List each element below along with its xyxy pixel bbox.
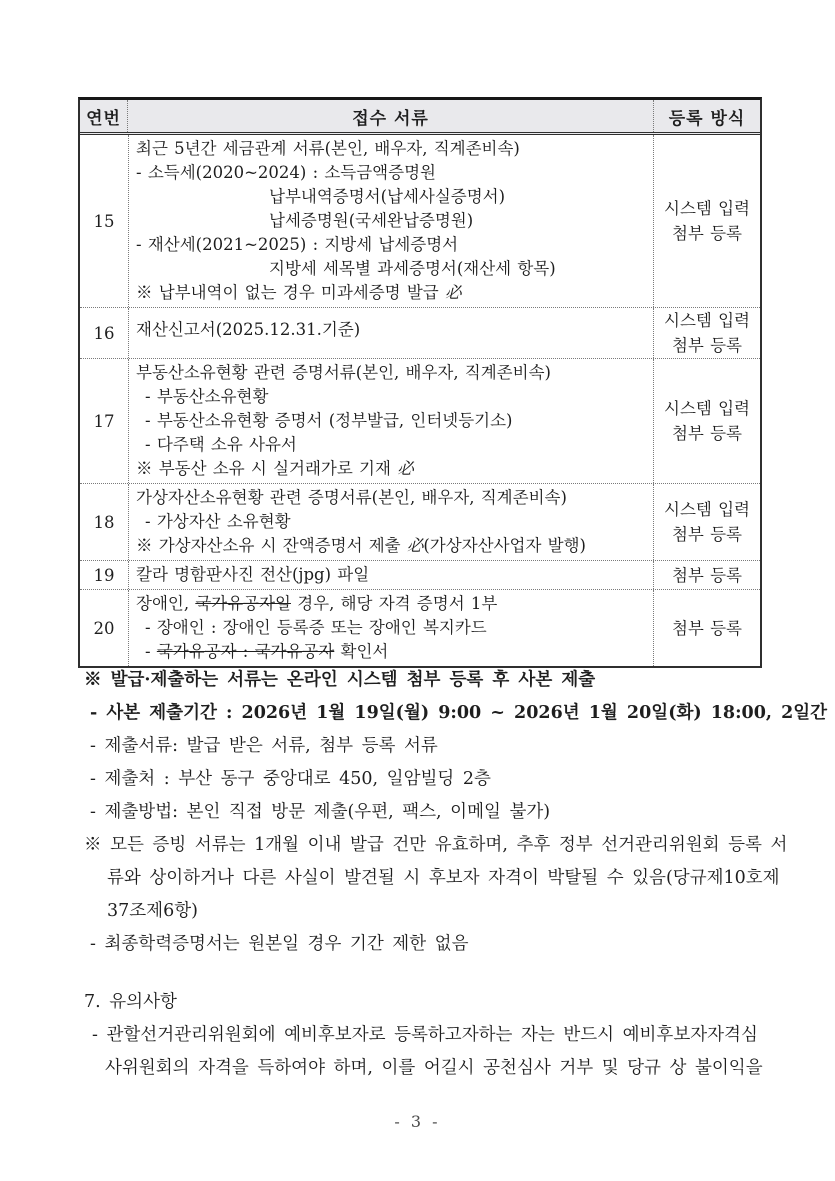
section-7-lines bbox=[84, 1019, 784, 1085]
note-line: - 최종학력증명서는 원본일 경우 기간 제한 없음 bbox=[90, 934, 469, 954]
documents-cell bbox=[129, 308, 654, 358]
doc-text: 가상자산소유현황 관련 증명서류(본인, 배우자, 직계존비속) bbox=[136, 488, 567, 507]
doc-text: - 부동산소유현황 증명서 (정부발급, 인터넷등기소) bbox=[145, 411, 513, 430]
method-line: 첨부 등록 bbox=[671, 424, 742, 443]
document-line bbox=[136, 534, 649, 558]
documents-cell bbox=[129, 561, 654, 589]
method-cell bbox=[654, 308, 760, 358]
method-cell bbox=[654, 484, 760, 560]
table-row bbox=[80, 308, 760, 359]
doc-text: ※ 가상자산소유 시 잔액증명서 제출 bbox=[136, 536, 407, 555]
document-line bbox=[136, 233, 649, 257]
hanja-mark: 必 bbox=[406, 536, 424, 555]
doc-text: - 장애인 : 장애인 등록증 또는 장애인 복지카드 bbox=[145, 618, 487, 637]
struck-text: 국가유공자 : 국가유공자 bbox=[156, 642, 335, 661]
method-cell bbox=[654, 590, 760, 666]
document-line bbox=[136, 257, 649, 281]
document-line bbox=[136, 185, 649, 209]
note-line: 류와 상이하거나 다른 사실이 발견될 시 후보자 자격이 박탈될 수 있음(당규제10호제 bbox=[107, 868, 780, 888]
document-line bbox=[136, 592, 649, 616]
table-header-row bbox=[80, 100, 760, 135]
notes-block bbox=[84, 664, 828, 961]
table-row bbox=[80, 484, 760, 561]
document-line bbox=[136, 457, 649, 481]
method-line: 첨부 등록 bbox=[671, 618, 742, 638]
method-cell bbox=[654, 561, 760, 589]
hanja-mark: 必 bbox=[445, 283, 462, 302]
note-line: - 사본 제출기간 : 2026년 1월 19일(월) 9:00 ~ 2026년 1월 20일(화) 18:00, 2일간 bbox=[90, 703, 828, 723]
row-number-cell: 18 bbox=[80, 484, 129, 560]
row-number-cell: 19 bbox=[80, 561, 129, 589]
method-line: 첨부 등록 bbox=[671, 336, 742, 355]
document-line bbox=[136, 209, 649, 233]
doc-text: 납부내역증명서(납세사실증명서) bbox=[269, 187, 506, 206]
doc-text: - 다주택 소유 사유서 bbox=[145, 435, 297, 454]
document-line bbox=[136, 161, 649, 185]
doc-text: 부동산소유현황 관련 증명서류(본인, 배우자, 직계존비속) bbox=[136, 363, 551, 382]
document-line bbox=[136, 281, 649, 305]
table-body bbox=[80, 135, 760, 666]
method-line: 첨부 등록 bbox=[671, 565, 742, 585]
row-number-cell: 20 bbox=[80, 590, 129, 666]
note-line: - 제출처 : 부산 동구 중앙대로 450, 일암빌딩 2층 bbox=[90, 769, 491, 789]
document-line bbox=[136, 433, 649, 457]
method-line: 시스템 입력 bbox=[664, 311, 750, 330]
method-cell bbox=[654, 135, 760, 307]
doc-text: - 가상자산 소유현황 bbox=[145, 512, 291, 531]
method-line: 첨부 등록 bbox=[671, 525, 742, 544]
column-header-method: 등록 방식 bbox=[668, 109, 746, 129]
documents-cell bbox=[129, 484, 654, 560]
doc-text: 납세증명원(국세완납증명원) bbox=[269, 211, 474, 230]
page-number: - 3 - bbox=[394, 1112, 441, 1131]
table-row bbox=[80, 135, 760, 308]
section-7-line: 사위원회의 자격을 득하여야 하며, 이를 어길시 공천심사 거부 및 당규 상 불이익을 bbox=[105, 1058, 763, 1078]
document-line bbox=[136, 640, 649, 664]
hanja-mark: 必 bbox=[397, 459, 414, 478]
doc-text: - 소득세(2020~2024) : 소득금액증명원 bbox=[136, 163, 436, 182]
doc-text: ※ 납부내역이 없는 경우 미과세증명 발급 bbox=[136, 283, 445, 302]
column-header-documents: 접수 서류 bbox=[128, 100, 654, 132]
doc-text: (가상자산사업자 발행) bbox=[423, 536, 586, 555]
doc-text: 경우, 해당 자격 증명서 1부 bbox=[290, 594, 498, 613]
doc-text: 확인서 bbox=[334, 642, 389, 661]
table-row bbox=[80, 359, 760, 484]
method-line: 첨부 등록 bbox=[671, 224, 742, 243]
section-7-title: 7. 유의사항 bbox=[84, 992, 177, 1012]
table-row bbox=[80, 561, 760, 590]
note-line: ※ 발급·제출하는 서류는 온라인 시스템 첨부 등록 후 사본 제출 bbox=[84, 670, 596, 690]
struck-text: 국가유공자일 bbox=[195, 594, 291, 613]
method-line: 시스템 입력 bbox=[664, 399, 750, 418]
document-line bbox=[136, 563, 649, 587]
doc-text: 지방세 세목별 과세증명서(재산세 항목) bbox=[269, 259, 556, 278]
document-line bbox=[136, 137, 649, 161]
row-number-cell: 17 bbox=[80, 359, 129, 483]
note-line: - 제출방법: 본인 직접 방문 제출(우편, 팩스, 이메일 불가) bbox=[90, 802, 551, 822]
table-row bbox=[80, 590, 760, 666]
doc-text: 최근 5년간 세금관계 서류(본인, 배우자, 직계존비속) bbox=[136, 139, 520, 158]
doc-text: 칼라 명함판사진 전산(jpg) 파일 bbox=[136, 565, 370, 584]
row-number-cell: 15 bbox=[80, 135, 129, 307]
section-7-line: - 관할선거관리위원회에 예비후보자로 등록하고자하는 자는 반드시 예비후보자자격심 bbox=[92, 1025, 758, 1045]
column-header-number: 연번 bbox=[80, 100, 128, 132]
doc-text: - 부동산소유현황 bbox=[145, 387, 269, 406]
documents-cell bbox=[129, 135, 654, 307]
doc-text: - 재산세(2021~2025) : 지방세 납세증명서 bbox=[136, 235, 459, 254]
note-line: - 제출서류: 발급 받은 서류, 첨부 등록 서류 bbox=[90, 736, 438, 756]
document-line bbox=[136, 486, 649, 510]
note-line: ※ 모든 증빙 서류는 1개월 이내 발급 건만 유효하며, 추후 정부 선거관리위원회 등록 서 bbox=[84, 835, 788, 855]
method-line: 시스템 입력 bbox=[664, 199, 750, 218]
method-cell bbox=[654, 359, 760, 483]
doc-text: - bbox=[145, 642, 157, 661]
doc-text: 재산신고서(2025.12.31.기준) bbox=[136, 320, 361, 339]
doc-text: ※ 부동산 소유 시 실거래가로 기재 bbox=[136, 459, 398, 478]
method-line: 시스템 입력 bbox=[664, 500, 750, 519]
documents-cell bbox=[129, 590, 654, 666]
document-line bbox=[136, 616, 649, 640]
document-line bbox=[136, 361, 649, 385]
row-number-cell: 16 bbox=[80, 308, 129, 358]
document-line bbox=[136, 409, 649, 433]
doc-text: 장애인, bbox=[136, 594, 196, 613]
note-line: 37조제6항) bbox=[107, 901, 198, 921]
document-line bbox=[136, 318, 649, 342]
documents-table bbox=[78, 97, 762, 668]
section-7 bbox=[84, 986, 784, 1085]
document-line bbox=[136, 510, 649, 534]
document-line bbox=[136, 385, 649, 409]
documents-cell bbox=[129, 359, 654, 483]
